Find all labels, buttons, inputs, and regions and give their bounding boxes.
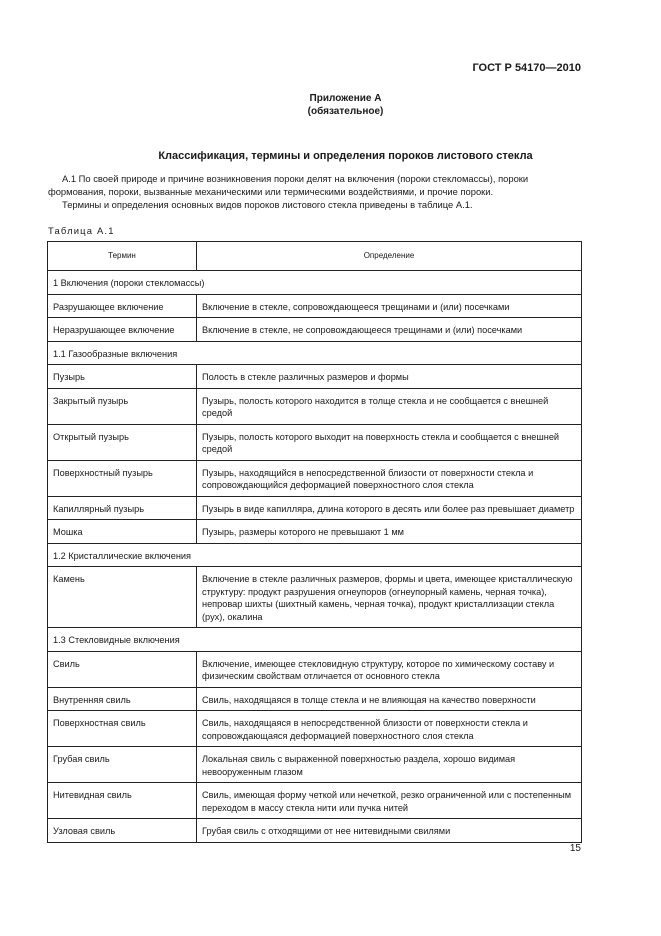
table-row [48, 711, 582, 747]
term-cell: Пузырь [48, 365, 197, 389]
table-group-row [48, 271, 582, 295]
definition-cell: Включение в стекле, сопровождающееся трещинами и (или) посечками [197, 294, 582, 318]
group-heading: 1.1 Газообразные включения [48, 341, 582, 365]
defects-table [47, 241, 582, 843]
term-cell: Мошка [48, 520, 197, 544]
definition-cell: Пузырь, полость которого находится в толще стекла и не сообщается с внешней средой [197, 388, 582, 424]
table-row [48, 424, 582, 460]
group-heading: 1.2 Кристаллические включения [48, 543, 582, 567]
definition-cell: Грубая свиль с отходящими от нее нитевидными свилями [197, 819, 582, 843]
document-id: ГОСТ Р 54170—2010 [472, 62, 581, 74]
table-row [48, 651, 582, 687]
table-row [48, 520, 582, 544]
term-cell: Открытый пузырь [48, 424, 197, 460]
table-group-row [48, 341, 582, 365]
term-cell: Камень [48, 567, 197, 628]
table-row [48, 783, 582, 819]
definition-cell: Включение в стекле, не сопровождающееся трещинами и (или) посечками [197, 318, 582, 342]
definition-cell: Свиль, имеющая форму четкой или нечеткой, резко ограниченной или с постепенным переходом в массу стекла нити или пучка нитей [197, 783, 582, 819]
table-row [48, 819, 582, 843]
paragraph-a1: А.1 По своей природе и причине возникновения пороки делят на включения (пороки стекломассы), пороки формования, пороки, вызванные механическими или термическими воздействиями, и прочие пороки. [48, 173, 529, 197]
term-cell: Поверхностный пузырь [48, 460, 197, 496]
term-cell: Закрытый пузырь [48, 388, 197, 424]
table-row [48, 687, 582, 711]
definition-cell: Пузырь, полость которого выходит на поверхность стекла и сообщается с внешней средой [197, 424, 582, 460]
term-cell: Грубая свиль [48, 747, 197, 783]
table-row [48, 365, 582, 389]
group-heading: 1.3 Стекловидные включения [48, 628, 582, 652]
table-group-row [48, 543, 582, 567]
definition-cell: Локальная свиль с выраженной поверхностью раздела, хорошо видимая невооруженным глазом [197, 747, 582, 783]
definition-cell: Пузырь, находящийся в непосредственной близости от поверхности стекла и сопровождающийся деформацией поверхностного слоя стекла [197, 460, 582, 496]
term-cell: Разрушающее включение [48, 294, 197, 318]
page-number: 15 [569, 843, 581, 854]
definition-cell: Включение в стекле различных размеров, формы и цвета, имеющее кристаллическую структуру: продукт разрушения огнеупоров (огнеупорный камень, черная точка), непровар шихты (шихтный камень, черная точка), продукт кристаллизации стекла (рух), окалина [197, 567, 582, 628]
table-row [48, 747, 582, 783]
group-heading: 1 Включения (пороки стекломассы) [48, 271, 582, 295]
definition-cell: Свиль, находящаяся в непосредственной близости от поверхности стекла и сопровождающаяся деформацией поверхностного слоя стекла [197, 711, 582, 747]
term-cell: Капиллярный пузырь [48, 496, 197, 520]
table-header-row [48, 242, 582, 271]
definition-cell: Пузырь в виде капилляра, длина которого в десять или более раз превышает диаметр [197, 496, 582, 520]
annex-title: Приложение А [309, 93, 382, 104]
table-row [48, 460, 582, 496]
table-row [48, 318, 582, 342]
header-definition: Определение [197, 242, 582, 271]
table-row [48, 496, 582, 520]
definition-cell: Пузырь, размеры которого не превышают 1 мм [197, 520, 582, 544]
term-cell: Поверхностная свиль [48, 711, 197, 747]
table-group-row [48, 628, 582, 652]
term-cell: Внутренняя свиль [48, 687, 197, 711]
table-row [48, 294, 582, 318]
table-caption: Таблица А.1 [48, 225, 115, 236]
table-row [48, 388, 582, 424]
definition-cell: Полость в стекле различных размеров и формы [197, 365, 582, 389]
table-row [48, 567, 582, 628]
term-cell: Неразрушающее включение [48, 318, 197, 342]
definition-cell: Свиль, находящаяся в толще стекла и не влияющая на качество поверхности [197, 687, 582, 711]
header-term: Термин [48, 242, 197, 271]
term-cell: Узловая свиль [48, 819, 197, 843]
term-cell: Свиль [48, 651, 197, 687]
definition-cell: Включение, имеющее стекловидную структуру, которое по химическому составу и физическим свойствам отличается от основного стекла [197, 651, 582, 687]
table-body [48, 271, 582, 843]
term-cell: Нитевидная свиль [48, 783, 197, 819]
annex-status: (обязательное) [307, 106, 384, 117]
section-title: Классификация, термины и определения пороков листового стекла [158, 150, 533, 162]
paragraph-reference: Термины и определения основных видов пороков листового стекла приведены в таблице А.1. [62, 199, 473, 210]
annex-heading [0, 92, 661, 118]
